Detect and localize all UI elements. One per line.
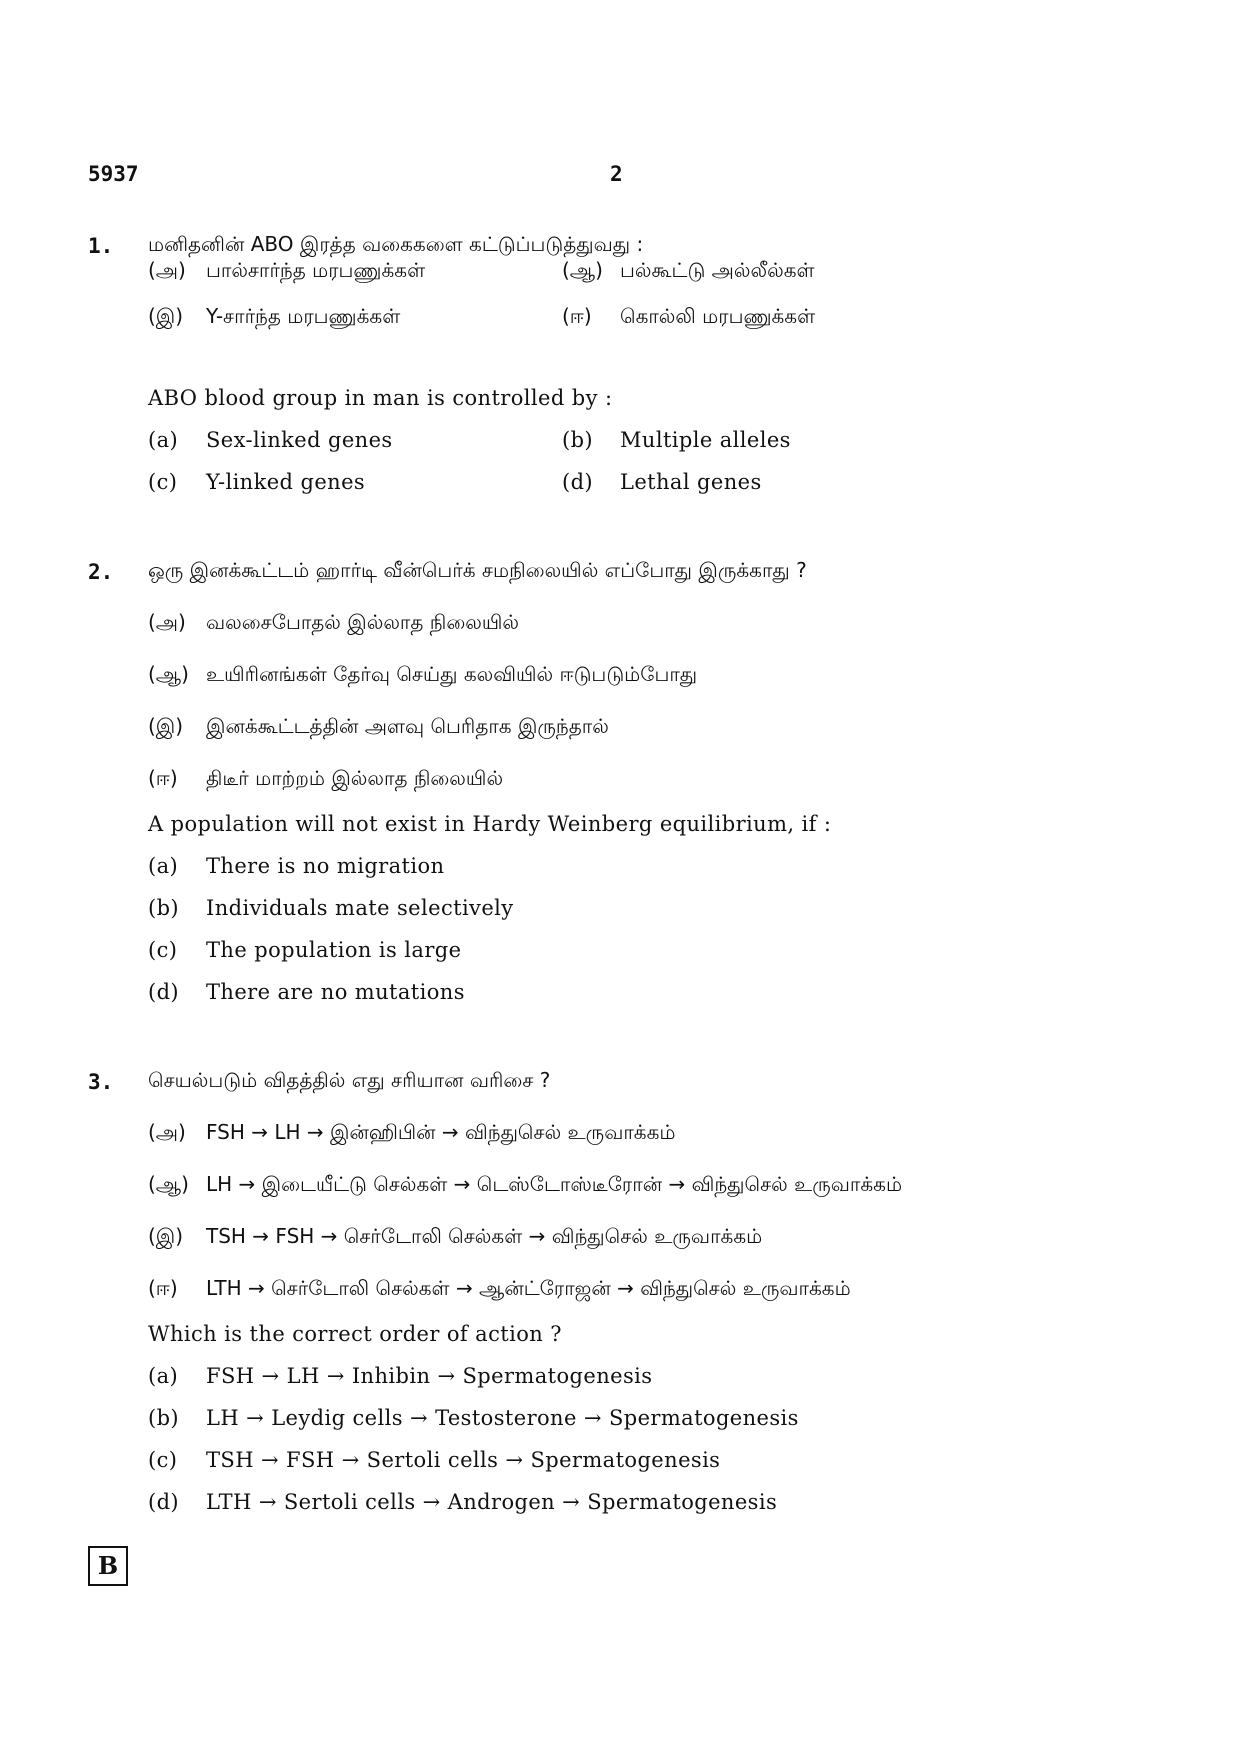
question-text-english: Which is the correct order of action ?	[148, 1322, 562, 1346]
option-english-a: (a) FSH → LH → Inhibin → Spermatogenesis	[148, 1364, 653, 1388]
option-english-c: (c) The population is large	[148, 938, 462, 962]
option-tamil-3: (இ) Y-சார்ந்த மரபணுக்கள்	[148, 304, 401, 328]
question-text-tamil: ஒரு இனக்கூட்டம் ஹார்டி வீன்பெர்க் சமநிலையில் எப்போது இருக்காது ?	[148, 558, 807, 582]
option-tamil-1: (அ) வலசைபோதல் இல்லாத நிலையில்	[148, 610, 519, 634]
question-number: 3.	[88, 1070, 114, 1094]
option-english-c: (c) Y-linked genes	[148, 470, 366, 494]
page-number: 2	[610, 162, 623, 186]
option-english-a: (a) There is no migration	[148, 854, 445, 878]
option-english-c: (c) TSH → FSH → Sertoli cells → Spermatogenesis	[148, 1448, 721, 1472]
question-text-english: A population will not exist in Hardy Weinberg equilibrium, if :	[148, 812, 832, 836]
option-tamil-2: (ஆ) பல்கூட்டு அல்லீல்கள்	[562, 258, 815, 282]
option-english-b: (b) Multiple alleles	[562, 428, 791, 452]
option-tamil-1: (அ) பால்சார்ந்த மரபணுக்கள்	[148, 258, 426, 282]
option-tamil-3: (இ) TSH → FSH → செர்டோலி செல்கள் → விந்துசெல் உருவாக்கம்	[148, 1224, 763, 1248]
question-number: 1.	[88, 234, 114, 258]
option-tamil-2: (ஆ) LH → இடையீட்டு செல்கள் → டெஸ்டோஸ்டீரோன் → விந்துசெல் உருவாக்கம்	[148, 1172, 903, 1196]
paper-code: 5937	[88, 162, 139, 186]
option-english-b: (b) LH → Leydig cells → Testosterone → Spermatogenesis	[148, 1406, 799, 1430]
option-tamil-2: (ஆ) உயிரினங்கள் தேர்வு செய்து கலவியில் ஈடுபடும்போது	[148, 662, 698, 686]
option-english-a: (a) Sex-linked genes	[148, 428, 393, 452]
option-tamil-1: (அ) FSH → LH → இன்ஹிபின் → விந்துசெல் உருவாக்கம்	[148, 1120, 676, 1144]
option-tamil-3: (இ) இனக்கூட்டத்தின் அளவு பெரிதாக இருந்தால்	[148, 714, 609, 738]
option-tamil-4: (ஈ) கொல்லி மரபணுக்கள்	[562, 304, 816, 328]
question-text-tamil: செயல்படும் விதத்தில் எது சரியான வரிசை ?	[148, 1068, 551, 1092]
option-english-b: (b) Individuals mate selectively	[148, 896, 514, 920]
option-english-d: (d) Lethal genes	[562, 470, 762, 494]
option-tamil-4: (ஈ) LTH → செர்டோலி செல்கள் → ஆன்ட்ரோஜன் → விந்துசெல் உருவாக்கம்	[148, 1276, 851, 1300]
question-text-tamil: மனிதனின் ABO இரத்த வகைகளை கட்டுப்படுத்துவது :	[148, 232, 644, 256]
option-tamil-4: (ஈ) திடீர் மாற்றம் இல்லாத நிலையில்	[148, 766, 504, 790]
booklet-series-box: B	[88, 1546, 128, 1586]
question-number: 2.	[88, 560, 114, 584]
question-text-english: ABO blood group in man is controlled by :	[148, 386, 613, 410]
option-english-d: (d) There are no mutations	[148, 980, 465, 1004]
page-header	[88, 162, 1088, 192]
option-english-d: (d) LTH → Sertoli cells → Androgen → Spermatogenesis	[148, 1490, 778, 1514]
